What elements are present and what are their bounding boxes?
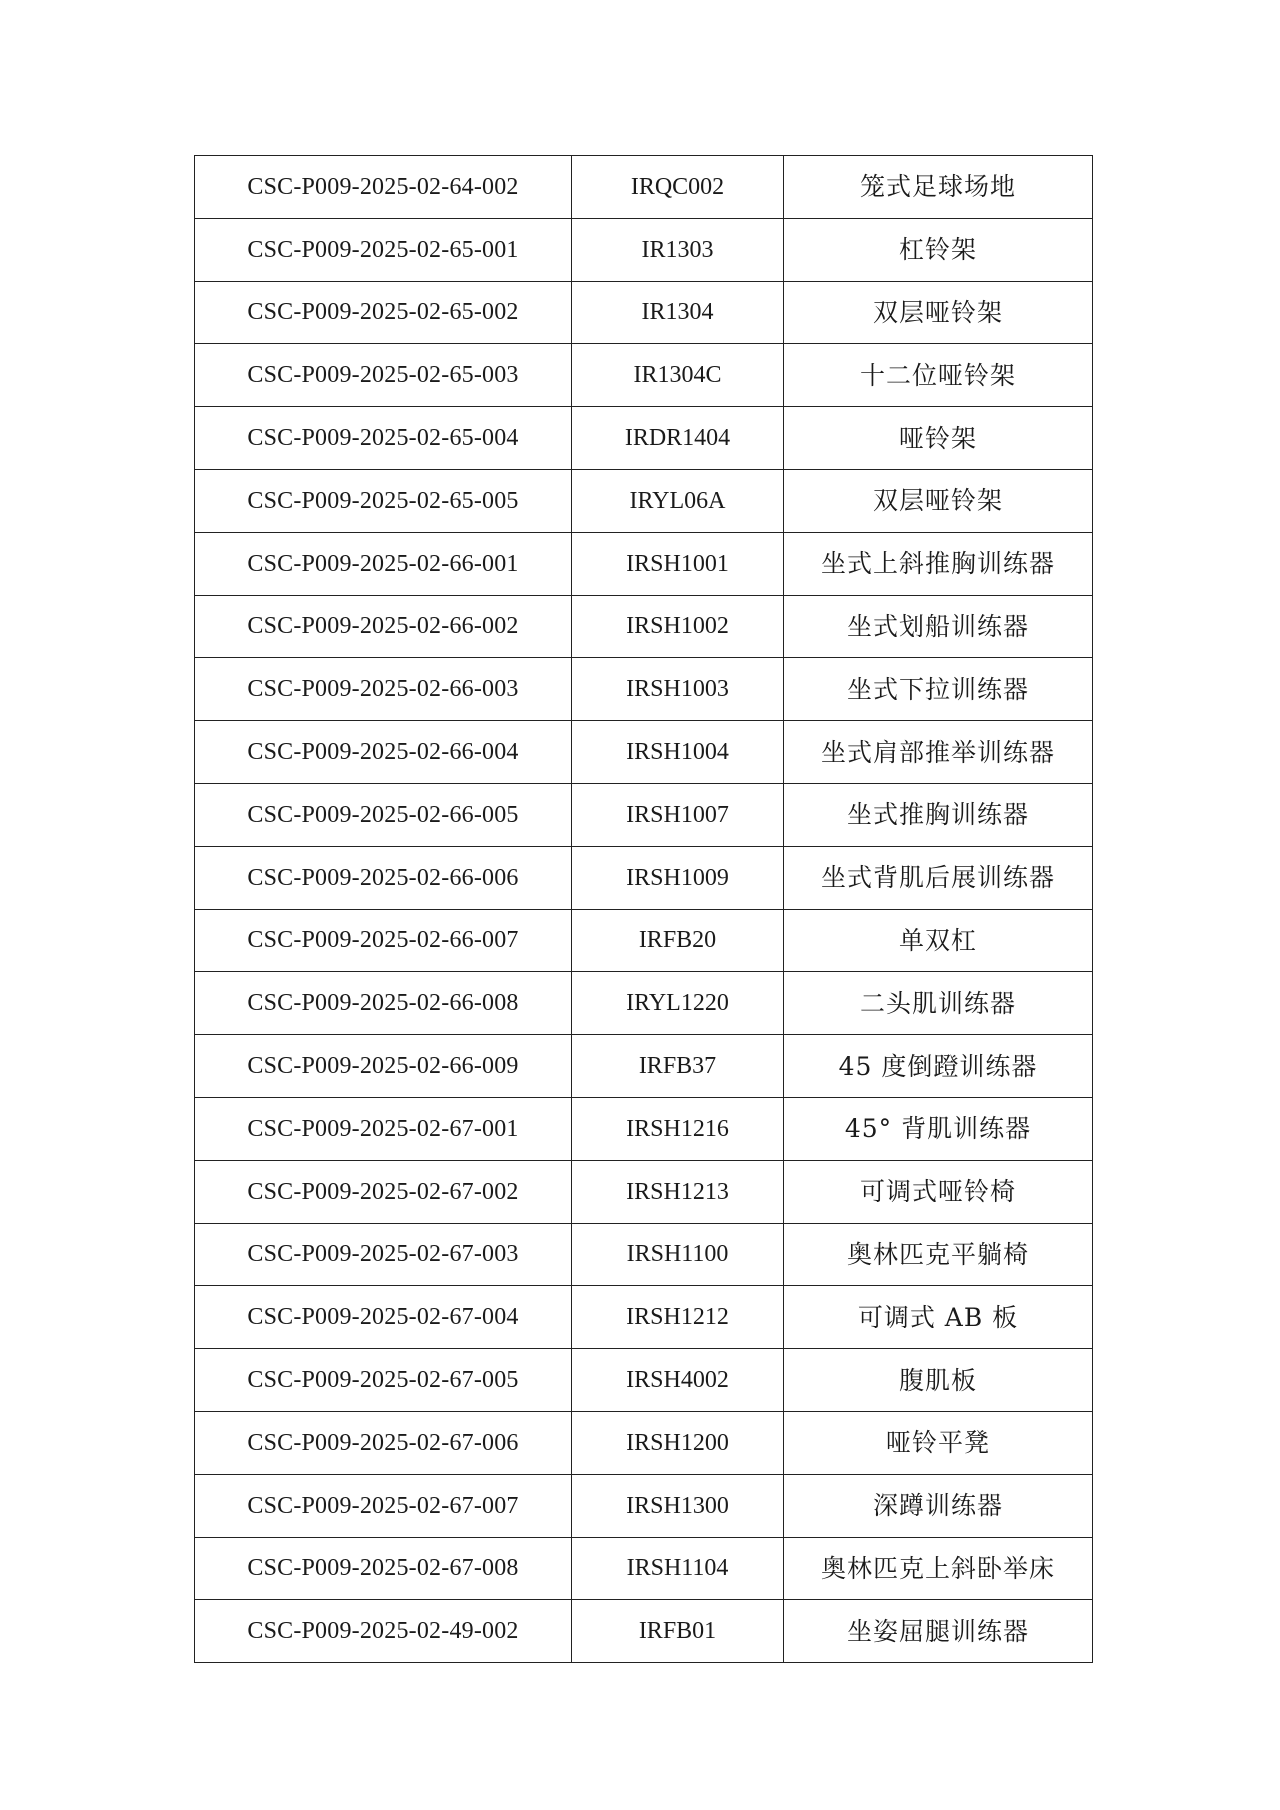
equipment-name-cell: 单双杠 <box>784 909 1093 972</box>
model-number-cell: IRSH1300 <box>572 1474 784 1537</box>
model-number-cell: IRSH1001 <box>572 532 784 595</box>
model-number-cell: IRFB37 <box>572 1035 784 1098</box>
equipment-name-cell: 腹肌板 <box>784 1349 1093 1412</box>
table-row <box>195 469 1093 532</box>
equipment-code-cell: CSC-P009-2025-02-66-009 <box>195 1035 572 1098</box>
model-number-cell: IRSH1216 <box>572 1097 784 1160</box>
table-row <box>195 1286 1093 1349</box>
table-row <box>195 972 1093 1035</box>
equipment-code-cell: CSC-P009-2025-02-67-005 <box>195 1349 572 1412</box>
equipment-name-cell: 奥林匹克平躺椅 <box>784 1223 1093 1286</box>
table-row <box>195 281 1093 344</box>
equipment-code-cell: CSC-P009-2025-02-66-007 <box>195 909 572 972</box>
model-number-cell: IRSH1004 <box>572 721 784 784</box>
table-row <box>195 783 1093 846</box>
equipment-name-cell: 深蹲训练器 <box>784 1474 1093 1537</box>
table-row <box>195 1035 1093 1098</box>
equipment-name-cell: 十二位哑铃架 <box>784 344 1093 407</box>
equipment-code-cell: CSC-P009-2025-02-65-004 <box>195 407 572 470</box>
table-row <box>195 846 1093 909</box>
model-number-cell: IRSH1212 <box>572 1286 784 1349</box>
equipment-code-cell: CSC-P009-2025-02-66-004 <box>195 721 572 784</box>
equipment-table <box>194 155 1093 1663</box>
equipment-code-cell: CSC-P009-2025-02-49-002 <box>195 1600 572 1663</box>
model-number-cell: IRQC002 <box>572 156 784 219</box>
table-row <box>195 407 1093 470</box>
model-number-cell: IRFB01 <box>572 1600 784 1663</box>
equipment-name-cell: 杠铃架 <box>784 218 1093 281</box>
model-number-cell: IRSH1009 <box>572 846 784 909</box>
table-row <box>195 1474 1093 1537</box>
table-row <box>195 344 1093 407</box>
equipment-name-cell: 笼式足球场地 <box>784 156 1093 219</box>
equipment-code-cell: CSC-P009-2025-02-67-006 <box>195 1411 572 1474</box>
equipment-code-cell: CSC-P009-2025-02-67-002 <box>195 1160 572 1223</box>
table-row <box>195 909 1093 972</box>
model-number-cell: IRSH1003 <box>572 658 784 721</box>
table-row <box>195 1097 1093 1160</box>
model-number-cell: IRSH1213 <box>572 1160 784 1223</box>
model-number-cell: IRSH1200 <box>572 1411 784 1474</box>
equipment-table-body <box>195 156 1093 1663</box>
model-number-cell: IR1304C <box>572 344 784 407</box>
equipment-code-cell: CSC-P009-2025-02-67-004 <box>195 1286 572 1349</box>
equipment-name-cell: 45 度倒蹬训练器 <box>784 1035 1093 1098</box>
equipment-code-cell: CSC-P009-2025-02-67-008 <box>195 1537 572 1600</box>
table-row <box>195 658 1093 721</box>
equipment-name-cell: 坐式背肌后展训练器 <box>784 846 1093 909</box>
model-number-cell: IRFB20 <box>572 909 784 972</box>
model-number-cell: IRSH1007 <box>572 783 784 846</box>
equipment-name-cell: 双层哑铃架 <box>784 281 1093 344</box>
equipment-name-cell: 双层哑铃架 <box>784 469 1093 532</box>
equipment-code-cell: CSC-P009-2025-02-66-008 <box>195 972 572 1035</box>
equipment-code-cell: CSC-P009-2025-02-67-007 <box>195 1474 572 1537</box>
model-number-cell: IRYL06A <box>572 469 784 532</box>
equipment-name-cell: 二头肌训练器 <box>784 972 1093 1035</box>
table-row <box>195 1349 1093 1412</box>
equipment-code-cell: CSC-P009-2025-02-65-005 <box>195 469 572 532</box>
equipment-code-cell: CSC-P009-2025-02-67-003 <box>195 1223 572 1286</box>
equipment-name-cell: 45° 背肌训练器 <box>784 1097 1093 1160</box>
equipment-name-cell: 哑铃架 <box>784 407 1093 470</box>
table-row <box>195 1537 1093 1600</box>
model-number-cell: IRDR1404 <box>572 407 784 470</box>
equipment-code-cell: CSC-P009-2025-02-65-001 <box>195 218 572 281</box>
equipment-name-cell: 哑铃平凳 <box>784 1411 1093 1474</box>
model-number-cell: IRSH1100 <box>572 1223 784 1286</box>
equipment-name-cell: 坐式划船训练器 <box>784 595 1093 658</box>
equipment-code-cell: CSC-P009-2025-02-65-002 <box>195 281 572 344</box>
equipment-code-cell: CSC-P009-2025-02-65-003 <box>195 344 572 407</box>
equipment-name-cell: 奥林匹克上斜卧举床 <box>784 1537 1093 1600</box>
equipment-code-cell: CSC-P009-2025-02-66-003 <box>195 658 572 721</box>
equipment-code-cell: CSC-P009-2025-02-66-001 <box>195 532 572 595</box>
table-row <box>195 595 1093 658</box>
equipment-code-cell: CSC-P009-2025-02-64-002 <box>195 156 572 219</box>
equipment-name-cell: 坐式下拉训练器 <box>784 658 1093 721</box>
model-number-cell: IRYL1220 <box>572 972 784 1035</box>
table-row <box>195 1411 1093 1474</box>
model-number-cell: IRSH1002 <box>572 595 784 658</box>
table-row <box>195 1223 1093 1286</box>
equipment-code-cell: CSC-P009-2025-02-66-006 <box>195 846 572 909</box>
equipment-name-cell: 坐式上斜推胸训练器 <box>784 532 1093 595</box>
model-number-cell: IRSH1104 <box>572 1537 784 1600</box>
equipment-name-cell: 坐式推胸训练器 <box>784 783 1093 846</box>
table-row <box>195 156 1093 219</box>
table-row <box>195 532 1093 595</box>
table-row <box>195 1160 1093 1223</box>
equipment-code-cell: CSC-P009-2025-02-66-002 <box>195 595 572 658</box>
table-row <box>195 1600 1093 1663</box>
model-number-cell: IR1303 <box>572 218 784 281</box>
equipment-name-cell: 坐式肩部推举训练器 <box>784 721 1093 784</box>
model-number-cell: IRSH4002 <box>572 1349 784 1412</box>
equipment-code-cell: CSC-P009-2025-02-67-001 <box>195 1097 572 1160</box>
equipment-code-cell: CSC-P009-2025-02-66-005 <box>195 783 572 846</box>
equipment-name-cell: 可调式哑铃椅 <box>784 1160 1093 1223</box>
equipment-name-cell: 可调式 AB 板 <box>784 1286 1093 1349</box>
equipment-name-cell: 坐姿屈腿训练器 <box>784 1600 1093 1663</box>
model-number-cell: IR1304 <box>572 281 784 344</box>
table-row <box>195 218 1093 281</box>
table-row <box>195 721 1093 784</box>
